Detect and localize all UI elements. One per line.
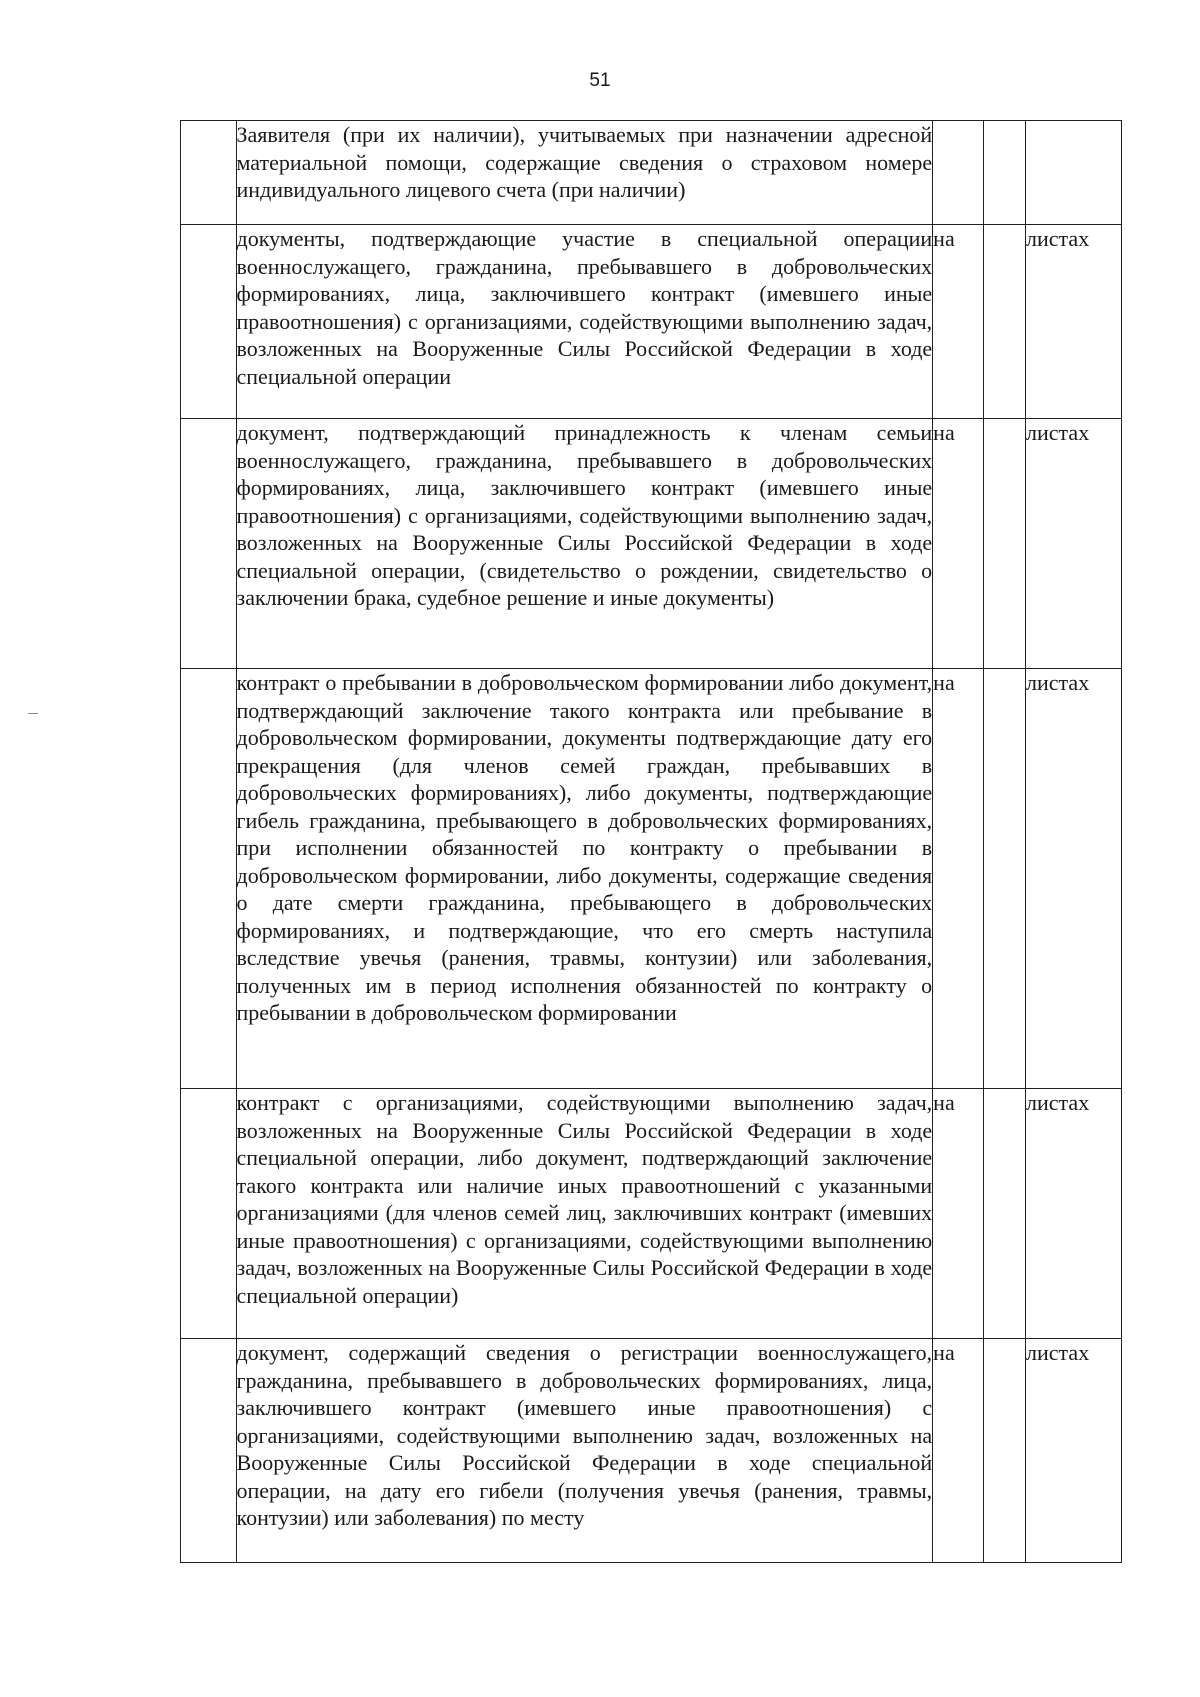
document-description: Заявителя (при их наличии), учитываемых при назначении адресной материальной помощи, содержащие сведения о страховом номере индивидуального лицевого счета (при наличии) bbox=[236, 121, 933, 225]
na-cell bbox=[933, 121, 983, 225]
sheets-label: листах bbox=[1026, 1089, 1122, 1339]
sheets-label: листах bbox=[1026, 669, 1122, 1089]
table-row bbox=[181, 1339, 1122, 1563]
sheets-label bbox=[1026, 121, 1122, 225]
table-row bbox=[181, 419, 1122, 669]
document-description: документы, подтверждающие участие в специальной операции военнослужащего, гражданина, пребывавшего в добровольческих формированиях, лица, заключившего контракт (имевшего иные правоотношения) с организациями, содействующими выполнению задач, возложенных на Вооруженные Силы Российской Федерации в ходе специальной операции bbox=[236, 225, 933, 419]
number-cell bbox=[181, 1089, 237, 1339]
document-description: контракт с организациями, содействующими выполнению задач, возложенных на Вооруженные Силы Российской Федерации в ходе специальной операции, либо документ, подтверждающий заключение такого контракта или наличие иных правоотношений с указанными организациями (для членов семей лиц, заключивших контракт (имевших иные правоотношения) с организациями, содействующими выполнению задач, возложенных на Вооруженные Силы Российской Федерации в ходе специальной операции) bbox=[236, 1089, 933, 1339]
document-description: контракт о пребывании в добровольческом формировании либо документ, подтверждающий заключение такого контракта или пребывание в добровольческом формировании, документы подтверждающие дату его прекращения (для членов семей граждан, пребывавших в добровольческих формированиях), либо документы, подтверждающие гибель гражданина, пребывающего в добровольческих формированиях, при исполнении обязанностей по контракту о пребывании в добровольческом формировании, либо документы, содержащие сведения о дате смерти гражданина, пребывающего в добровольческих формированиях, и подтверждающие, что его смерть наступила вследствие увечья (ранения, травмы, контузии) или заболевания, полученных им в период исполнения обязанностей по контракту о пребывании в добровольческом формировании bbox=[236, 669, 933, 1089]
sheets-label: листах bbox=[1026, 225, 1122, 419]
table-row bbox=[181, 669, 1122, 1089]
number-cell bbox=[181, 225, 237, 419]
sheets-label: листах bbox=[1026, 419, 1122, 669]
table-row bbox=[181, 121, 1122, 225]
na-cell: на bbox=[933, 225, 983, 419]
sheet-count-cell bbox=[983, 225, 1025, 419]
number-cell bbox=[181, 121, 237, 225]
sheet-count-cell bbox=[983, 1339, 1025, 1563]
na-cell: на bbox=[933, 1339, 983, 1563]
number-cell bbox=[181, 419, 237, 669]
number-cell bbox=[181, 669, 237, 1089]
sheet-count-cell bbox=[983, 419, 1025, 669]
documents-table bbox=[180, 120, 1122, 1563]
table-row bbox=[181, 225, 1122, 419]
document-description: документ, подтверждающий принадлежность к членам семьи военнослужащего, гражданина, пребывавшего в добровольческих формированиях, лица, заключившего контракт (имевшего иные правоотношения) с организациями, содействующими выполнению задач, возложенных на Вооруженные Силы Российской Федерации в ходе специальной операции, (свидетельство о рождении, свидетельство о заключении брака, судебное решение и иные документы) bbox=[236, 419, 933, 669]
number-cell bbox=[181, 1339, 237, 1563]
sheet-count-cell bbox=[983, 1089, 1025, 1339]
na-cell: на bbox=[933, 1089, 983, 1339]
sheet-count-cell bbox=[983, 669, 1025, 1089]
document-description: документ, содержащий сведения о регистрации военнослужащего, гражданина, пребывавшего в добровольческих формированиях, лица, заключившего контракт (имевшего иные правоотношения) с организациями, содействующими выполнению задач, возложенных на Вооруженные Силы Российской Федерации в ходе специальной операции, на дату его гибели (получения увечья (ранения, травмы, контузии) или заболевания) по месту bbox=[236, 1339, 933, 1563]
margin-mark bbox=[28, 713, 38, 714]
page-number: 51 bbox=[589, 70, 611, 91]
sheets-label: листах bbox=[1026, 1339, 1122, 1563]
table-row bbox=[181, 1089, 1122, 1339]
na-cell: на bbox=[933, 419, 983, 669]
sheet-count-cell bbox=[983, 121, 1025, 225]
na-cell: на bbox=[933, 669, 983, 1089]
